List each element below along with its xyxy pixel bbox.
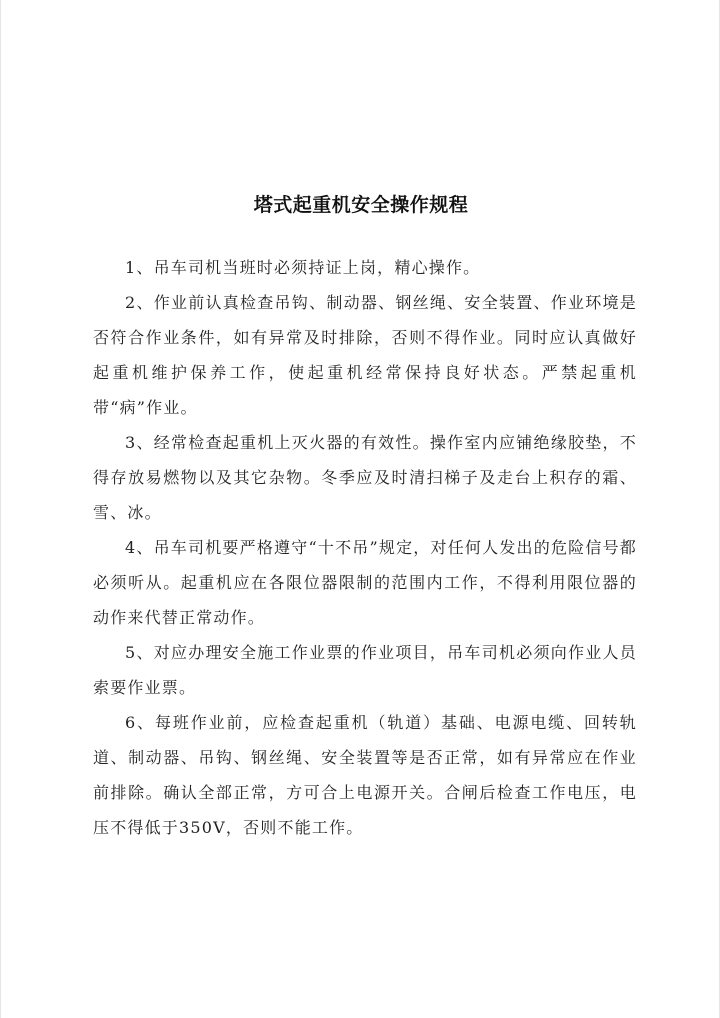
paragraph-5: 5、对应办理安全施工作业票的作业项目，吊车司机必须向作业人员索要作业票。: [93, 643, 637, 697]
paragraph-4: 4、吊车司机要严格遵守“十不吊”规定，对任何人发出的危险信号都必须听从。起重机应在各限位器限制的范围内工作，不得利用限位器的动作来代替正常动作。: [93, 538, 637, 627]
paragraph-2: 2、作业前认真检查吊钩、制动器、钢丝绳、安全装置、作业环境是否符合作业条件，如有异常及时排除，否则不得作业。同时应认真做好起重机维护保养工作，使起重机经常保持良好状态。严禁起重机带“病”作业。: [93, 293, 637, 417]
document-title: 塔式起重机安全操作规程: [253, 194, 469, 216]
document-body: [93, 250, 637, 845]
paragraph-3: 3、经常检查起重机上灭火器的有效性。操作室内应铺绝缘胶垫，不得存放易燃物以及其它杂物。冬季应及时清扫梯子及走台上积存的霜、雪、冰。: [93, 433, 637, 522]
paragraph-1: 1、吊车司机当班时必须持证上岗，精心操作。: [125, 258, 481, 277]
paragraph-6: 6、每班作业前，应检查起重机（轨道）基础、电源电缆、回转轨道、制动器、吊钩、钢丝绳、安全装置等是否正常，如有异常应在作业前排除。确认全部正常，方可合上电源开关。合闸后检查工作电压，电压不得低于350V，否则不能工作。: [93, 713, 637, 837]
